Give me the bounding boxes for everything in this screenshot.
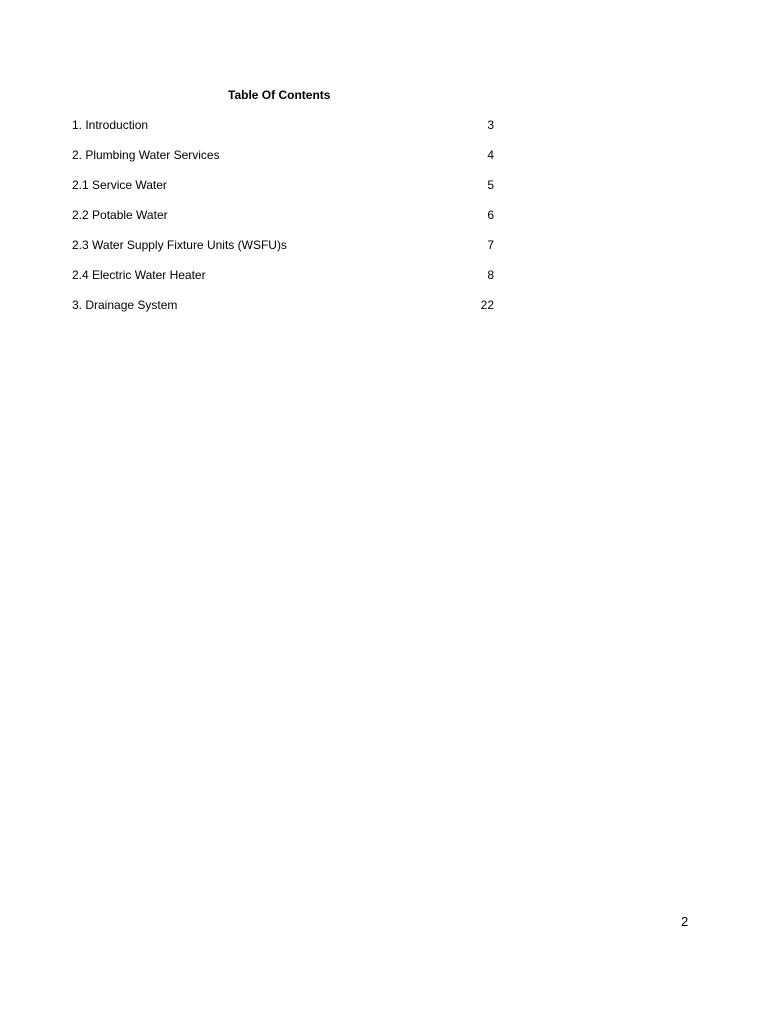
- toc-entry-electric-water-heater: [72, 267, 494, 297]
- toc-entry-page-number: 3: [487, 118, 494, 132]
- toc-entry-page-number: 6: [487, 208, 494, 222]
- toc-entry-introduction: [72, 117, 494, 147]
- toc-title: Table Of Contents: [228, 88, 331, 102]
- toc-list: [72, 117, 494, 327]
- toc-entry-water-supply-fixture-units: [72, 237, 494, 267]
- toc-entry-service-water: [72, 177, 494, 207]
- toc-entry-page-number: 5: [487, 178, 494, 192]
- toc-entry-potable-water: [72, 207, 494, 237]
- toc-entry-title: 2.1 Service Water: [72, 178, 167, 192]
- toc-entry-title: 2.2 Potable Water: [72, 208, 168, 222]
- toc-entry-page-number: 22: [480, 298, 494, 312]
- toc-entry-page-number: 8: [487, 268, 494, 282]
- toc-entry-title: 1. Introduction: [72, 118, 149, 132]
- toc-entry-plumbing-water-services: [72, 147, 494, 177]
- toc-entry-page-number: 4: [487, 148, 494, 162]
- toc-entry-drainage-system: [72, 297, 494, 327]
- toc-entry-title: 2.3 Water Supply Fixture Units (WSFU)s: [72, 238, 287, 252]
- toc-entry-title: 2. Plumbing Water Services: [72, 148, 220, 162]
- page-number: 2: [681, 914, 689, 929]
- toc-entry-title: 3. Drainage System: [72, 298, 178, 312]
- toc-entry-page-number: 7: [487, 238, 494, 252]
- toc-entry-title: 2.4 Electric Water Heater: [72, 268, 206, 282]
